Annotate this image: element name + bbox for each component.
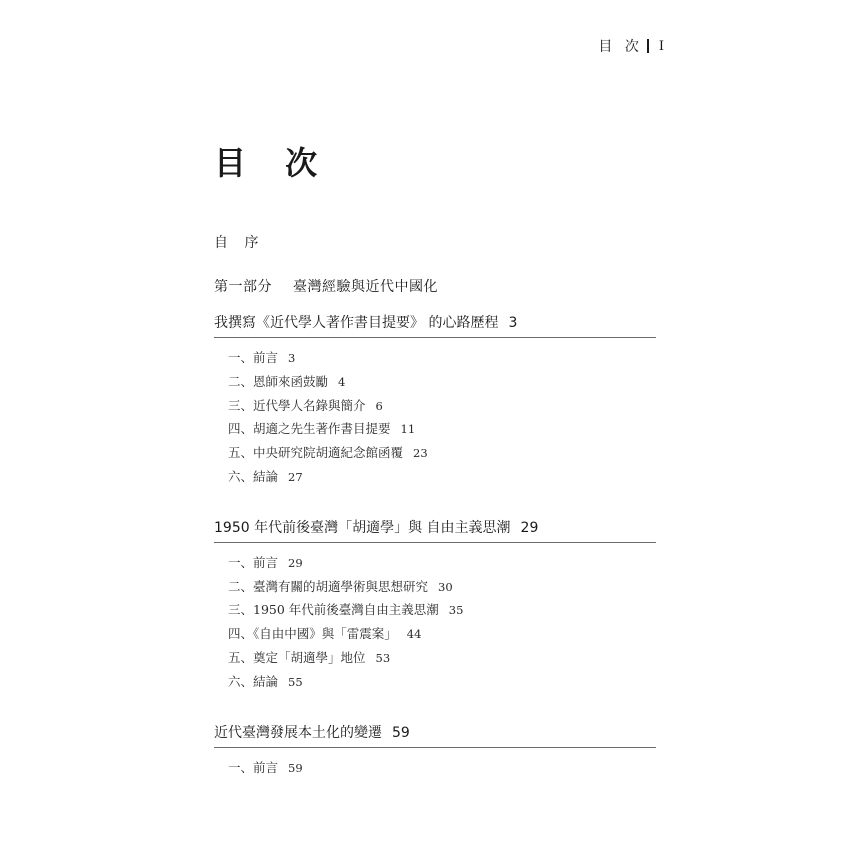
page-number: I (658, 38, 664, 54)
chapter-heading[interactable] (214, 312, 656, 338)
toc-preface: 自 序 (214, 235, 265, 251)
section-page-number: 11 (400, 422, 416, 437)
section-page-number: 59 (288, 760, 303, 775)
toc-chapter (214, 312, 656, 489)
section-title: 一、前言 (228, 350, 279, 365)
section-list (214, 551, 656, 694)
part-title: 臺灣經驗與近代中國化 (292, 279, 438, 295)
section-title: 四、胡適之先生著作書目提要 (228, 421, 391, 437)
section-page-number: 4 (338, 374, 346, 389)
section-title: 五、中央研究院胡適紀念館函覆 (228, 445, 404, 461)
section-page-number: 27 (288, 469, 303, 484)
section-title: 三、1950 年代前後臺灣自由主義思潮 (228, 602, 439, 618)
toc-section-entry[interactable] (228, 670, 656, 694)
toc-section-entry[interactable] (228, 465, 656, 489)
toc-section-entry[interactable] (228, 370, 656, 394)
section-page-number: 29 (288, 555, 303, 570)
section-page-number: 55 (288, 674, 303, 689)
page-title: 目 次 (214, 144, 332, 182)
section-title: 一、前言 (228, 554, 279, 570)
toc-section-entry[interactable] (228, 646, 656, 670)
toc-section-entry[interactable] (228, 551, 656, 575)
chapter-heading[interactable] (214, 517, 656, 543)
section-title: 二、恩師來函鼓勵 (228, 373, 329, 389)
toc-section-entry[interactable] (228, 394, 656, 418)
toc-chapter (214, 722, 656, 780)
toc-section-entry[interactable] (228, 575, 656, 599)
section-list (214, 756, 656, 780)
section-list (214, 346, 656, 489)
section-page-number: 44 (406, 627, 422, 642)
toc-chapter (214, 517, 656, 694)
toc-section-entry[interactable] (228, 346, 656, 370)
section-page-number: 3 (288, 351, 296, 365)
section-title: 五、奠定「胡適學」地位 (228, 649, 366, 665)
toc-section-entry[interactable] (228, 598, 656, 622)
chapter-page-number: 3 (508, 315, 518, 331)
section-page-number: 35 (448, 603, 464, 618)
section-title: 六、結論 (228, 468, 279, 484)
section-page-number: 23 (413, 446, 428, 461)
section-title: 一、前言 (228, 759, 279, 775)
chapter-title: 近代臺灣發展本土化的變遷 (214, 724, 382, 741)
part-label: 第一部分 (214, 279, 272, 295)
running-title: 目 次 (598, 39, 643, 55)
chapter-page-number: 59 (392, 724, 410, 741)
section-title: 六、結論 (228, 673, 279, 689)
toc-part-heading (214, 276, 656, 298)
toc-section-entry[interactable] (228, 441, 656, 465)
toc-section-entry[interactable] (228, 622, 656, 646)
section-title: 三、近代學人名錄與簡介 (228, 397, 366, 413)
chapter-heading[interactable] (214, 722, 656, 748)
section-page-number: 30 (438, 579, 453, 594)
section-page-number: 53 (375, 650, 391, 665)
header-divider (647, 39, 649, 53)
toc-section-entry[interactable] (228, 417, 656, 441)
section-title: 四、《自由中國》與「雷震案」 (228, 626, 397, 642)
running-header (598, 36, 664, 56)
chapter-list (214, 312, 656, 779)
table-of-contents (214, 232, 656, 779)
chapter-title: 我撰寫《近代學人著作書目提要》 的心路歷程 (214, 315, 499, 331)
chapter-title: 1950 年代前後臺灣「胡適學」與 自由主義思潮 (214, 519, 511, 536)
section-page-number: 6 (375, 398, 383, 413)
section-title: 二、臺灣有關的胡適學術與思想研究 (228, 578, 429, 594)
toc-section-entry[interactable] (228, 756, 656, 780)
chapter-page-number: 29 (520, 519, 539, 536)
